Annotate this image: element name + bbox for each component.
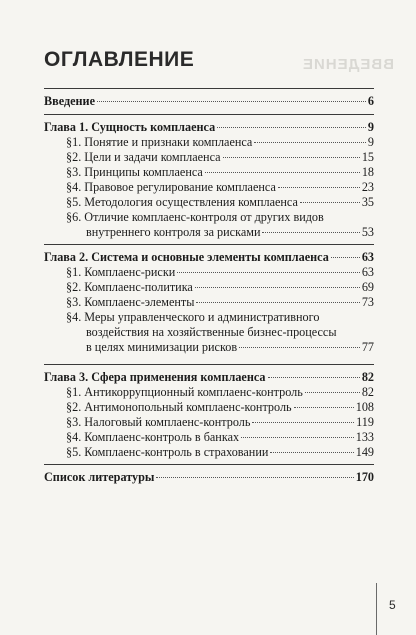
page-number: 5 <box>389 598 396 612</box>
toc-entry-section <box>86 340 374 354</box>
entry-title: Список литературы <box>44 470 155 484</box>
dot-leader <box>294 407 354 408</box>
dot-leader <box>270 452 353 453</box>
toc-entry-section <box>66 430 374 444</box>
entry-title: §4. Комплаенс-контроль в банках <box>66 430 240 444</box>
entry-page: 63 <box>361 265 374 279</box>
entry-page: 23 <box>361 180 374 194</box>
entry-page: 69 <box>361 280 374 294</box>
dot-leader <box>217 127 366 128</box>
entry-title: §4. Правовое регулирование комплаенса <box>66 180 276 194</box>
entry-title: Глава 3. Сфера применения комплаенса <box>44 370 266 384</box>
toc-entry-section <box>66 165 374 179</box>
entry-page: 6 <box>367 94 374 108</box>
entry-title: Введение <box>44 94 95 108</box>
dot-leader <box>195 287 360 288</box>
entry-title: §1. Антикоррупционный комплаенс-контроль <box>66 385 303 399</box>
entry-title: §3. Комплаенс-элементы <box>66 295 195 309</box>
entry-page: 9 <box>367 135 374 149</box>
dot-leader <box>156 477 353 478</box>
divider <box>44 88 374 89</box>
toc-entry-chapter-3 <box>44 370 374 384</box>
entry-title: §3. Налоговый комплаенс-контроль <box>66 415 251 429</box>
entry-title: §1. Комплаенс-риски <box>66 265 176 279</box>
entry-page: 82 <box>361 370 374 384</box>
page-title: ОГЛАВЛЕНИЕ <box>44 48 195 71</box>
toc-entry-section <box>66 150 374 164</box>
dot-leader <box>205 172 360 173</box>
entry-page: 53 <box>361 225 374 239</box>
toc-entry-section <box>66 135 374 149</box>
dot-leader <box>241 437 354 438</box>
entry-title: в целях минимизации рисков <box>86 340 238 354</box>
dot-leader <box>252 422 354 423</box>
entry-page: 77 <box>361 340 374 354</box>
entry-page: 108 <box>355 400 374 414</box>
entry-title: Глава 1. Сущность комплаенса <box>44 120 216 134</box>
toc-entry-chapter-1 <box>44 120 374 134</box>
toc-entry-section-line: воздействия на хозяйственные бизнес-процессы <box>86 325 337 339</box>
page-number-rule <box>376 583 377 635</box>
entry-title: §2. Комплаенс-политика <box>66 280 193 294</box>
dot-leader <box>331 257 360 258</box>
dot-leader <box>239 347 360 348</box>
entry-title: §5. Методология осуществления комплаенса <box>66 195 298 209</box>
entry-page: 73 <box>361 295 374 309</box>
divider <box>44 244 374 245</box>
dot-leader <box>262 232 359 233</box>
entry-page: 18 <box>361 165 374 179</box>
entry-page: 9 <box>367 120 374 134</box>
toc-entry-section <box>66 385 374 399</box>
toc-entry-section <box>66 265 374 279</box>
entry-title: §5. Комплаенс-контроль в страховании <box>66 445 269 459</box>
entry-page: 170 <box>355 470 374 484</box>
entry-title: Глава 2. Система и основные элементы комплаенса <box>44 250 329 264</box>
divider <box>44 464 374 465</box>
entry-page: 15 <box>361 150 374 164</box>
divider <box>44 364 374 365</box>
toc-entry-section-line: §6. Отличие комплаенс-контроля от других видов <box>66 210 324 224</box>
dot-leader <box>177 272 360 273</box>
entry-title: §2. Цели и задачи комплаенса <box>66 150 221 164</box>
dot-leader <box>278 187 360 188</box>
toc-entry-section <box>66 415 374 429</box>
entry-page: 149 <box>355 445 374 459</box>
entry-page: 63 <box>361 250 374 264</box>
divider <box>44 114 374 115</box>
entry-title: §3. Принципы комплаенса <box>66 165 203 179</box>
dot-leader <box>268 377 360 378</box>
dot-leader <box>305 392 360 393</box>
dot-leader <box>254 142 366 143</box>
toc-entry-section <box>66 445 374 459</box>
toc-entry-intro <box>44 94 374 108</box>
toc-entry-section <box>66 295 374 309</box>
toc-entry-section-line: §4. Меры управленческого и административного <box>66 310 320 324</box>
bleed-through-text: ВВЕДЕНИЕ <box>302 56 394 73</box>
dot-leader <box>300 202 360 203</box>
entry-title: §1. Понятие и признаки комплаенса <box>66 135 253 149</box>
toc-entry-chapter-2 <box>44 250 374 264</box>
entry-page: 133 <box>355 430 374 444</box>
entry-page: 82 <box>361 385 374 399</box>
toc-entry-section <box>66 400 374 414</box>
dot-leader <box>223 157 360 158</box>
entry-title: внутреннего контроля за рисками <box>86 225 261 239</box>
toc-entry-section <box>66 180 374 194</box>
entry-title: §2. Антимонопольный комплаенс-контроль <box>66 400 292 414</box>
toc-entry-section <box>86 225 374 239</box>
entry-page: 119 <box>356 415 374 429</box>
toc-entry-section <box>66 195 374 209</box>
toc-entry-section <box>66 280 374 294</box>
entry-page: 35 <box>361 195 374 209</box>
dot-leader <box>196 302 359 303</box>
toc-entry-bibliography <box>44 470 374 484</box>
dot-leader <box>97 101 366 102</box>
